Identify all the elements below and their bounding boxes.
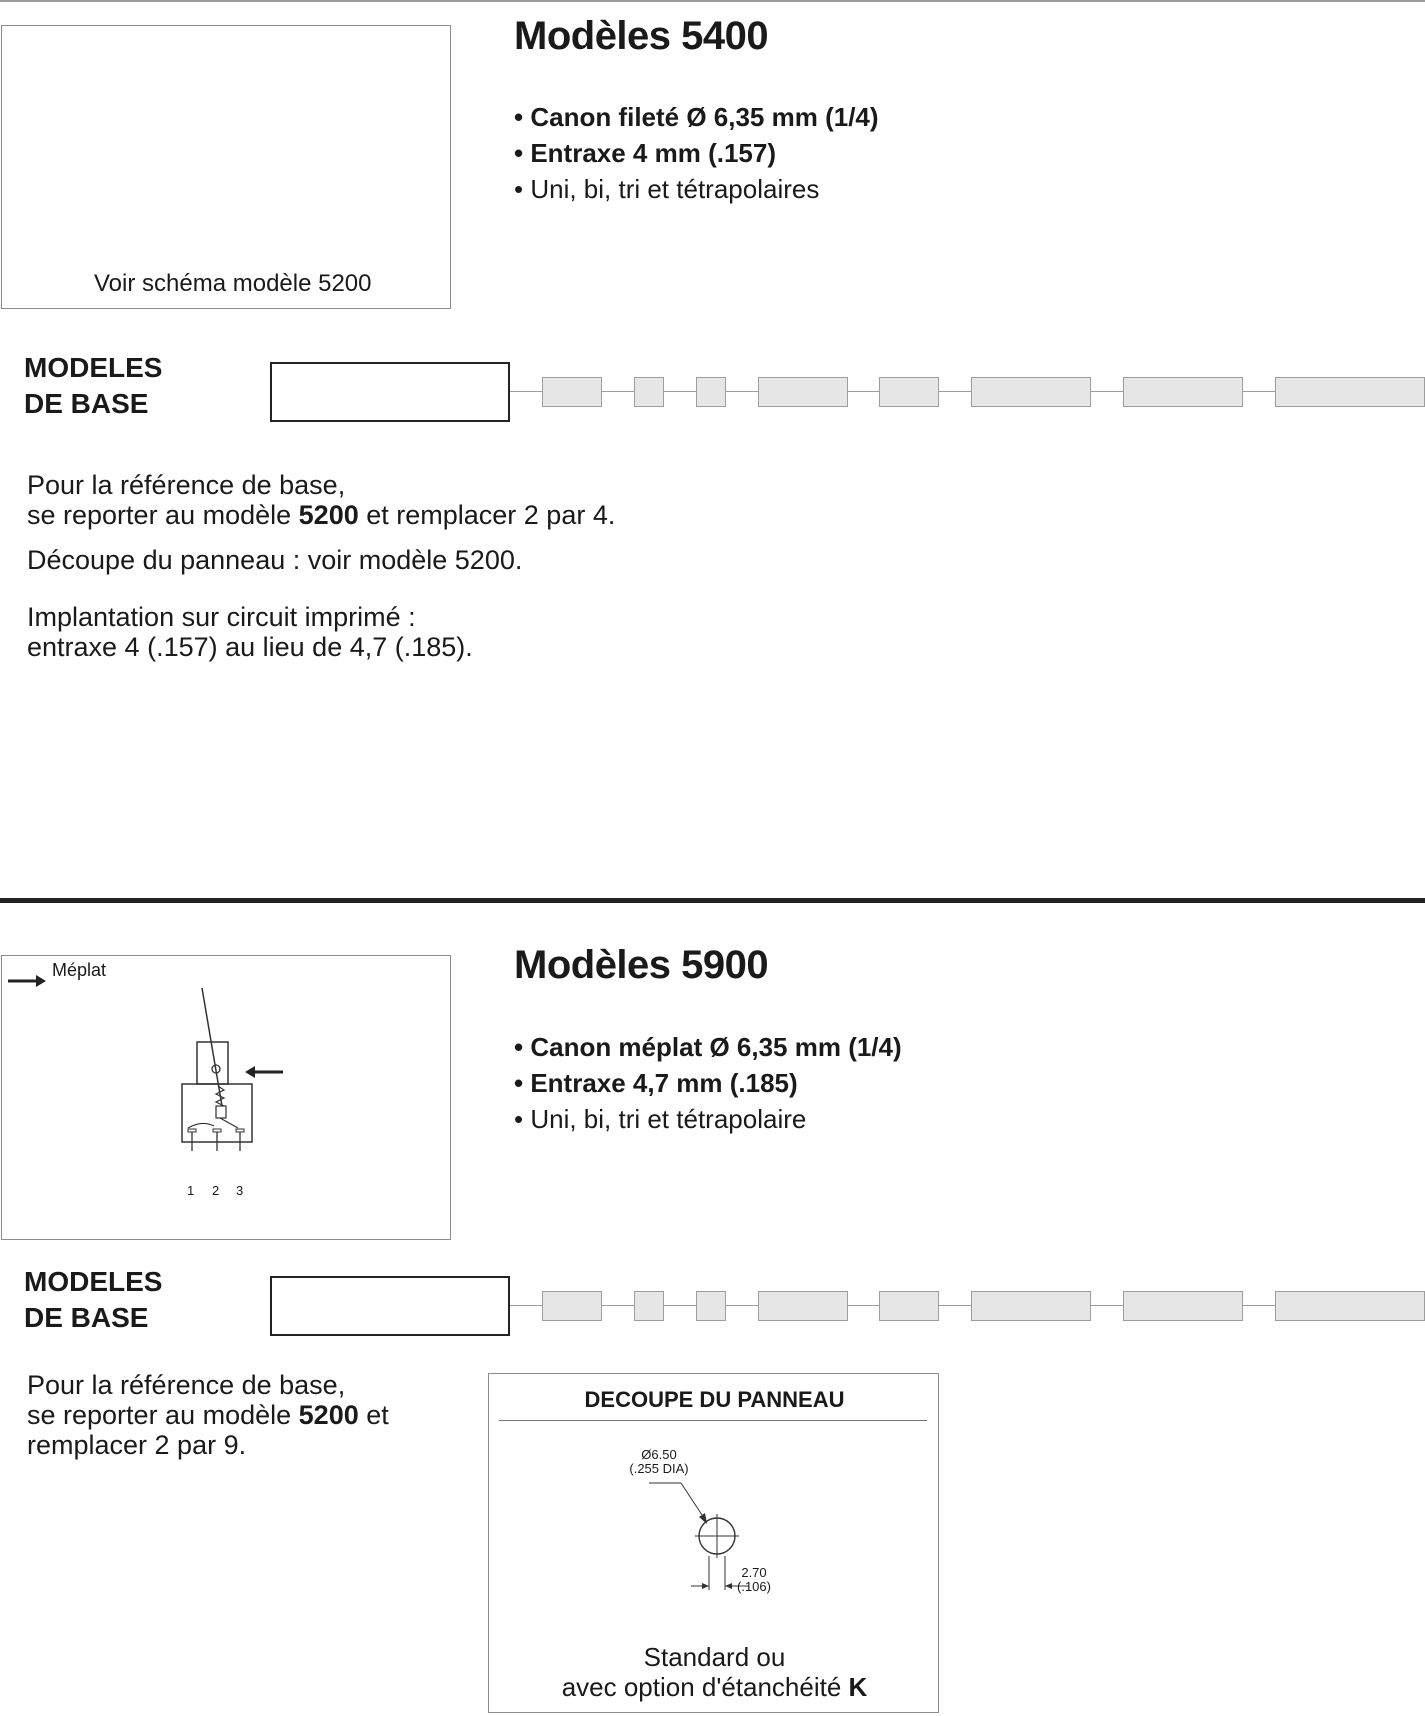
- code-cell: [696, 377, 726, 407]
- code-cell: [696, 1291, 726, 1321]
- feature-item: • Canon fileté Ø 6,35 mm (1/4): [514, 102, 879, 132]
- pin-label: 2: [212, 1183, 220, 1198]
- reference-code-strip: [510, 376, 1425, 408]
- panel-cutout-box: [488, 1373, 939, 1713]
- dim-text: (.255 DIA): [629, 1461, 689, 1476]
- schema-frame-5900: [1, 955, 451, 1240]
- code-cell: [758, 1291, 848, 1321]
- base-label-line: MODELES: [24, 352, 163, 383]
- cutout-title-rule: [499, 1420, 927, 1421]
- reference-code-strip: [510, 1290, 1425, 1322]
- base-label-line: DE BASE: [24, 388, 149, 419]
- feature-item: • Entraxe 4,7 mm (.185): [514, 1068, 798, 1098]
- text-line: se reporter au modèle 5200 et: [27, 1400, 389, 1430]
- base-models-label: [24, 1264, 162, 1336]
- schema-frame-5400: [1, 25, 451, 309]
- schema-note: Voir schéma modèle 5200: [94, 270, 372, 297]
- dim-text: Ø6.50: [641, 1447, 677, 1462]
- text-line: Implantation sur circuit imprimé :: [27, 602, 416, 632]
- feature-item: • Uni, bi, tri et tétrapolaires: [514, 174, 820, 204]
- text-line: Pour la référence de base,: [27, 1370, 346, 1400]
- features-list-5400: [514, 99, 879, 207]
- code-cell: [634, 1291, 664, 1321]
- code-cell: [1275, 377, 1425, 407]
- text-line: remplacer 2 par 9.: [27, 1430, 247, 1460]
- caption-line: Standard ou: [643, 1642, 786, 1672]
- arrow-left-icon: [245, 1064, 285, 1080]
- top-divider: [0, 0, 1425, 2]
- panel-cutout-text: Découpe du panneau : voir modèle 5200.: [27, 545, 523, 575]
- arrow-right-icon: [8, 971, 48, 991]
- code-cell: [971, 1291, 1091, 1321]
- code-cell: [542, 377, 602, 407]
- code-cell: [634, 377, 664, 407]
- base-reference-text-5900: [27, 1370, 389, 1460]
- dim-text: 2.70: [741, 1565, 767, 1580]
- dim-text: (.106): [737, 1579, 771, 1594]
- flat-width-label: [729, 1566, 779, 1594]
- code-cell: [542, 1291, 602, 1321]
- base-label-line: DE BASE: [24, 1302, 149, 1333]
- section-title-5900: Modèles 5900: [514, 943, 769, 987]
- cutout-caption: [489, 1642, 940, 1702]
- reference-input-box: [270, 362, 510, 422]
- text-line: Pour la référence de base,: [27, 470, 346, 500]
- section-divider: [0, 898, 1425, 903]
- caption-line: avec option d'étanchéité K: [561, 1672, 868, 1702]
- feature-item: • Entraxe 4 mm (.157): [514, 138, 776, 168]
- code-cell: [1123, 1291, 1243, 1321]
- base-label-line: MODELES: [24, 1266, 163, 1297]
- feature-item: • Canon méplat Ø 6,35 mm (1/4): [514, 1032, 902, 1062]
- reference-input-box: [270, 1276, 510, 1336]
- diameter-label: [624, 1448, 694, 1476]
- base-reference-text-5400: [27, 470, 615, 530]
- cutout-title: DECOUPE DU PANNEAU: [584, 1387, 845, 1412]
- base-models-label: [24, 350, 162, 422]
- code-cell: [1123, 377, 1243, 407]
- pin-label: 3: [236, 1183, 244, 1198]
- section-title-5400: Modèles 5400: [514, 14, 769, 58]
- features-list-5900: [514, 1029, 902, 1137]
- code-cell: [879, 1291, 939, 1321]
- pcb-layout-text: [27, 602, 473, 662]
- code-cell: [758, 377, 848, 407]
- code-cell: [971, 377, 1091, 407]
- code-cell: [1275, 1291, 1425, 1321]
- pin-label: 1: [187, 1183, 195, 1198]
- flat-legend-label: Méplat: [52, 960, 107, 980]
- code-cell: [879, 377, 939, 407]
- text-line: entraxe 4 (.157) au lieu de 4,7 (.185).: [27, 632, 473, 662]
- text-line: se reporter au modèle 5200 et remplacer 2 par 4.: [27, 500, 616, 530]
- feature-item: • Uni, bi, tri et tétrapolaire: [514, 1104, 807, 1134]
